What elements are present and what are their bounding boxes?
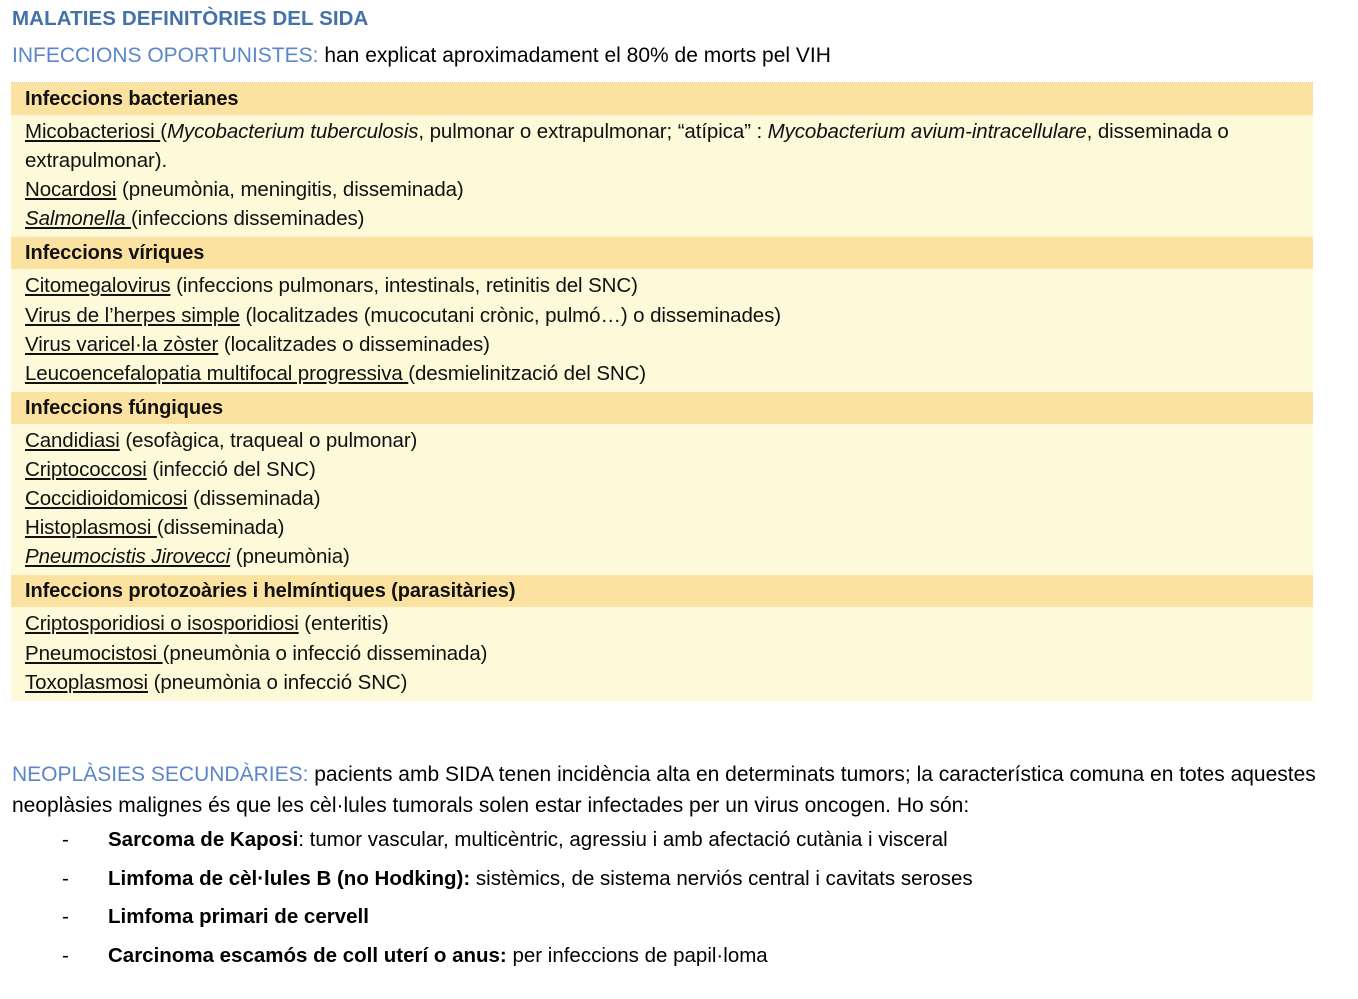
table-section-body (11, 607, 1313, 700)
neoplasms-label: NEOPLÀSIES SECUNDÀRIES: (12, 763, 309, 786)
table-row (25, 609, 1313, 638)
entry-description: (esofàgica, traqueal o pulmonar) (119, 428, 418, 452)
entry-description: (disseminada) (156, 516, 285, 540)
list-item (12, 943, 1332, 985)
tumor-name: Limfoma de cèl·lules B (no Hodking): (108, 866, 471, 890)
entry-description: (infeccions pulmonars, intestinals, retinitis del SNC) (170, 274, 638, 298)
bullet-dash-icon: - (62, 828, 69, 852)
tumor-description: sistèmics, de sistema nerviós central i cavitats seroses (470, 866, 973, 890)
table-row (25, 484, 1313, 513)
entry-description: (infecció del SNC) (146, 457, 316, 481)
table-row (25, 639, 1313, 668)
disease-term: Pneumocistis Jirovecci (25, 545, 231, 569)
disease-term: Coccidioidomicosi (25, 487, 188, 511)
table-row (25, 542, 1313, 571)
disease-term: Leucoencefalopatia multifocal progressiva (25, 361, 409, 385)
table-row (25, 668, 1313, 697)
entry-description: , pulmonar o extrapulmonar; “atípica” : (418, 120, 768, 143)
page-title: MALATIES DEFINITÒRIES DEL SIDA (12, 7, 369, 30)
list-item (12, 907, 1332, 946)
table-row (25, 117, 1313, 175)
entry-description: (enteritis) (298, 612, 389, 636)
opportunistic-infections-table (11, 82, 1313, 701)
entry-description: (disseminada) (187, 487, 321, 511)
table-section-header: Infeccions fúngiques (11, 392, 1313, 424)
disease-term: Toxoplasmosi (25, 670, 148, 694)
tumor-name: Limfoma primari de cervell (108, 905, 369, 929)
lead-rest: han explicat aproximadament el 80% de morts pel VIH (318, 44, 831, 67)
species-name: Mycobacterium avium-intracellulare (767, 120, 1087, 143)
entry-description: (localitzades (mucocutani crònic, pulmó…) o disseminades) (239, 303, 781, 327)
entry-description: (localitzades o disseminades) (218, 332, 490, 356)
neoplasms-list (12, 830, 1332, 984)
entry-description: (pneumònia) (230, 545, 350, 569)
entry-description: (infeccions disseminades) (131, 207, 365, 231)
opportunistic-infections-lead (12, 43, 831, 69)
secondary-neoplasms-paragraph (12, 760, 1332, 821)
table-row (25, 426, 1313, 455)
tumor-name: Carcinoma escamós de coll uterí o anus: (108, 943, 507, 967)
entry-description: (pneumònia o infecció disseminada) (162, 641, 488, 665)
neoplasms-paragraph-text: pacients amb SIDA tenen incidència alta en determinats tumors; la característica comuna en totes aquestes neoplàsies malignes és que les cèl·lules tumorals solen estar infectades per un virus oncogen. Ho són: (12, 763, 1316, 817)
disease-term: Criptococcosi (25, 457, 147, 481)
entry-description: (pneumònia, meningitis, disseminada) (116, 178, 464, 202)
tumor-description: : tumor vascular, multicèntric, agressiu i amb afectació cutània i visceral (298, 828, 948, 852)
disease-term: Virus varicel·la zòster (25, 332, 219, 356)
entry-description: (pneumònia o infecció SNC) (148, 670, 408, 694)
table-section-body (11, 424, 1313, 576)
table-section-header: Infeccions víriques (11, 237, 1313, 269)
disease-term: Candidiasi (25, 428, 120, 452)
disease-term: Nocardosi (25, 178, 117, 202)
tumor-name: Sarcoma de Kaposi (108, 828, 299, 852)
table-row (25, 455, 1313, 484)
table-section-header: Infeccions protozoàries i helmíntiques (parasitàries) (11, 575, 1313, 607)
table-row (25, 204, 1313, 233)
bullet-dash-icon: - (62, 866, 69, 890)
table-row (25, 175, 1313, 204)
table-row (25, 359, 1313, 388)
disease-term: Salmonella (25, 207, 132, 231)
secondary-neoplasms-block (12, 760, 1332, 984)
tumor-description: per infeccions de papil·loma (506, 943, 768, 967)
disease-term: Micobacteriosi (25, 120, 161, 143)
entry-description: ( (160, 120, 167, 143)
table-section-header: Infeccions bacterianes (11, 83, 1313, 115)
species-name: Mycobacterium tuberculosis (166, 120, 419, 143)
table-row (25, 301, 1313, 330)
disease-term: Criptosporidiosi o isosporidiosi (25, 612, 299, 636)
disease-term: Pneumocistosi (25, 641, 163, 665)
table-row (25, 330, 1313, 359)
bullet-dash-icon: - (62, 943, 69, 967)
disease-term: Citomegalovirus (25, 274, 171, 298)
disease-term: Histoplasmosi (25, 516, 157, 540)
list-item (12, 830, 1332, 869)
lead-label: INFECCIONS OPORTUNISTES: (12, 44, 319, 67)
table-section-body (11, 115, 1313, 237)
list-item (12, 866, 1332, 908)
entry-description: (desmielinització del SNC) (408, 361, 647, 385)
entry-description: , disseminada o extrapulmonar). (25, 120, 1229, 173)
table-row (25, 271, 1313, 300)
table-row (25, 513, 1313, 542)
disease-term: Virus de l’herpes simple (25, 303, 240, 327)
bullet-dash-icon: - (62, 905, 69, 929)
table-section-body (11, 269, 1313, 391)
